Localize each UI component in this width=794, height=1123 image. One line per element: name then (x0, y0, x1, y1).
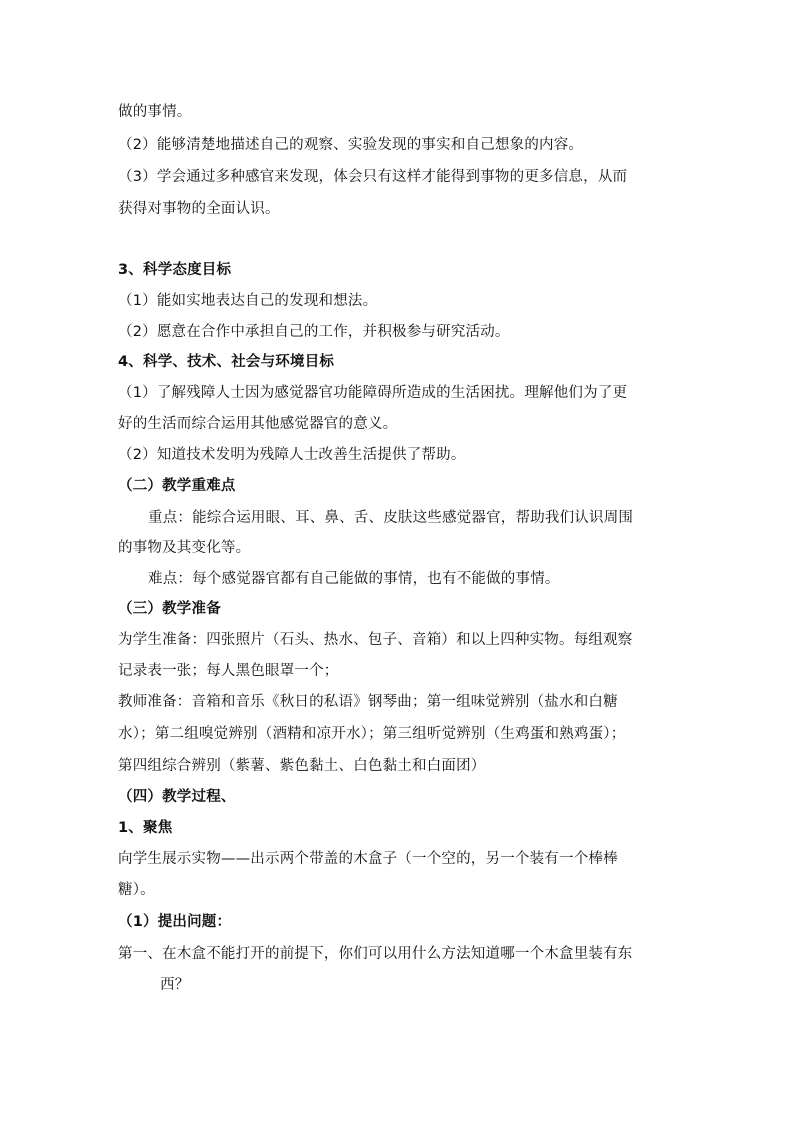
section-heading: （三）教学准备 (118, 601, 221, 617)
section-heading: 4、科学、技术、社会与环境目标 (118, 354, 335, 370)
text-line: （2）知道技术发明为残障人士改善生活提供了帮助。 (118, 447, 466, 463)
text-line: 为学生准备：四张照片（石头、热水、包子、音箱）和以上四种实物。每组观察 (118, 632, 633, 648)
text-line: 西？ (160, 977, 190, 993)
text-line: 难点：每个感觉器官都有自己能做的事情，也有不能做的事情。 (148, 571, 560, 587)
text-line: （3）学会通过多种感官来发现，体会只有这样才能得到事物的更多信息，从而 (118, 169, 628, 185)
text-line: （1）能如实地表达自己的发现和想法。 (118, 293, 378, 309)
section-heading: 3、科学态度目标 (118, 262, 232, 278)
text-line: 做的事情。 (118, 104, 192, 120)
text-line: （1）了解残障人士因为感觉器官功能障碍所造成的生活困扰。理解他们为了更 (118, 385, 628, 401)
text-line: 好的生活而综合运用其他感觉器官的意义。 (118, 416, 398, 432)
text-line: 水）；第二组嗅觉辨别（酒精和凉开水）；第三组听觉辨别（生鸡蛋和熟鸡蛋）； (118, 726, 626, 742)
section-heading: （四）教学过程、 (118, 789, 236, 805)
text-line: 获得对事物的全面认识。 (118, 201, 280, 217)
text-line: 向学生展示实物——出示两个带盖的木盒子（一个空的，另一个装有一个棒棒 (118, 851, 618, 867)
text-line: 记录表一张；每人黑色眼罩一个； (118, 663, 339, 679)
text-line: （2）愿意在合作中承担自己的工作，并积极参与研究活动。 (118, 324, 510, 340)
text-line: （2）能够清楚地描述自己的观察、实验发现的事实和自己想象的内容。 (118, 137, 584, 153)
text-line: 教师准备：音箱和音乐《秋日的私语》钢琴曲；第一组味觉辨别（盐水和白糖 (118, 694, 618, 710)
text-line: 重点：能综合运用眼、耳、鼻、舌、皮肤这些感觉器官，帮助我们认识周围 (148, 510, 634, 526)
section-heading: （1）提出问题： (118, 914, 232, 930)
text-line: 第四组综合辨别（紫薯、紫色黏土、白色黏土和白面团） (118, 758, 486, 774)
text-line: 第一、在木盒不能打开的前提下，你们可以用什么方法知道哪一个木盒里装有东 (118, 946, 633, 962)
section-heading: 1、聚焦 (118, 820, 173, 836)
text-line: 糖）。 (118, 882, 155, 898)
text-line: 的事物及其变化等。 (118, 540, 251, 556)
section-heading: （二）教学重难点 (118, 478, 236, 494)
